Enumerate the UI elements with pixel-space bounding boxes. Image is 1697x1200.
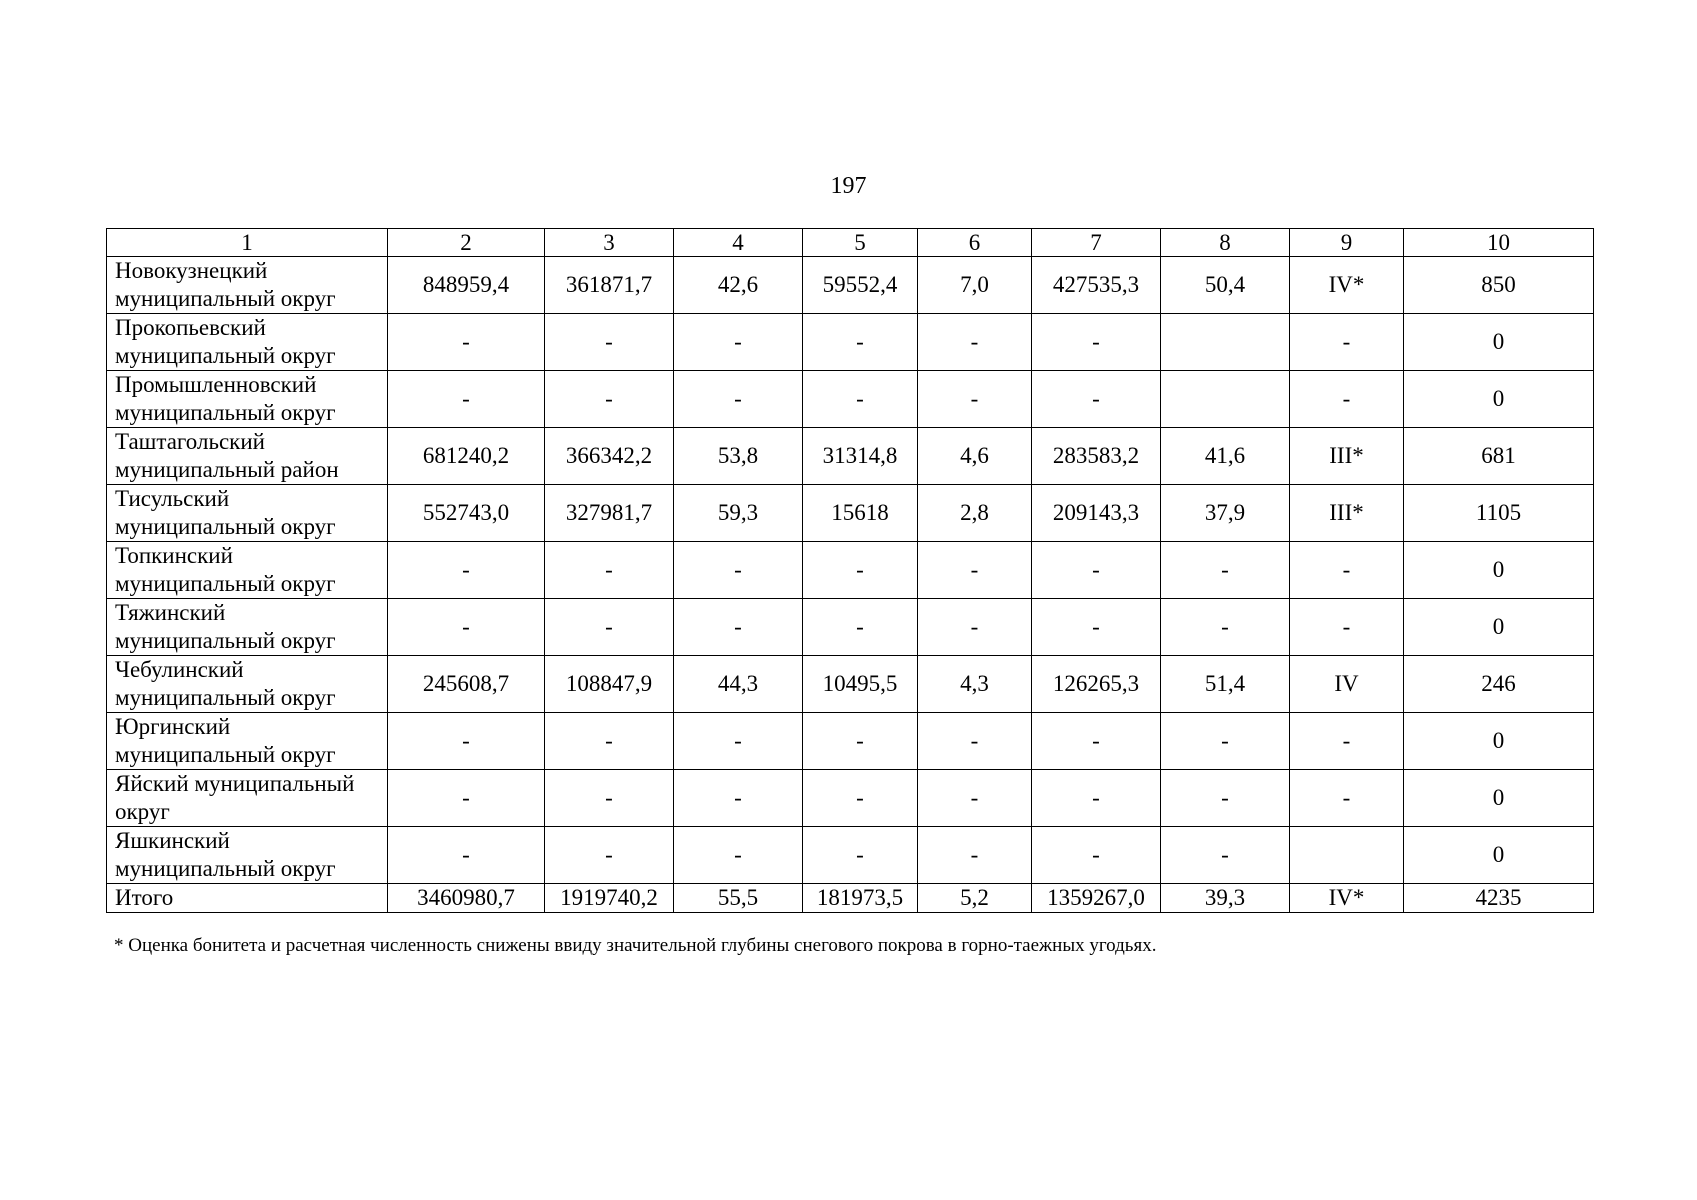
table-cell: - <box>388 713 545 770</box>
table-cell: 10495,5 <box>803 656 918 713</box>
table-cell: - <box>388 314 545 371</box>
table-row <box>107 599 1594 656</box>
table-cell: - <box>1032 770 1161 827</box>
table-cell: - <box>674 371 803 428</box>
table-cell: 0 <box>1404 599 1594 656</box>
table-cell: 427535,3 <box>1032 257 1161 314</box>
district-name-cell <box>107 257 388 314</box>
table-cell: - <box>1290 314 1404 371</box>
column-header: 8 <box>1161 229 1290 257</box>
table-cell: - <box>803 599 918 656</box>
table-cell: - <box>918 713 1032 770</box>
table-cell: - <box>545 827 674 884</box>
district-name-line: округ <box>115 799 170 824</box>
table-cell: - <box>545 770 674 827</box>
table-row <box>107 770 1594 827</box>
table-cell: 126265,3 <box>1032 656 1161 713</box>
table-row <box>107 656 1594 713</box>
data-table <box>106 228 1594 913</box>
district-name-line: Юргинский <box>115 714 231 739</box>
table-cell: 15618 <box>803 485 918 542</box>
district-name-cell <box>107 485 388 542</box>
footnote: * Оценка бонитета и расчетная численность снижены ввиду значительной глубины снегового покрова в горно-таежных угодьях. <box>114 935 1157 956</box>
table-cell: IV <box>1290 656 1404 713</box>
district-name-line: муниципальный округ <box>115 685 336 710</box>
district-name-cell <box>107 371 388 428</box>
table-row <box>107 485 1594 542</box>
table-cell: - <box>803 371 918 428</box>
table-cell: - <box>1290 770 1404 827</box>
table-cell: - <box>1290 713 1404 770</box>
table-cell: 681240,2 <box>388 428 545 485</box>
table-cell: 37,9 <box>1161 485 1290 542</box>
column-header: 6 <box>918 229 1032 257</box>
table-cell: 4,3 <box>918 656 1032 713</box>
total-label: Итого <box>107 884 388 913</box>
table-cell: 0 <box>1404 827 1594 884</box>
table-cell: - <box>803 770 918 827</box>
table-cell: 31314,8 <box>803 428 918 485</box>
total-cell: 181973,5 <box>803 884 918 913</box>
table-cell: - <box>803 713 918 770</box>
district-name-cell <box>107 542 388 599</box>
total-cell: 1359267,0 <box>1032 884 1161 913</box>
table-cell: - <box>545 371 674 428</box>
table-cell <box>1161 371 1290 428</box>
table-cell: - <box>388 599 545 656</box>
table-cell: - <box>674 314 803 371</box>
table-cell: - <box>388 371 545 428</box>
table-cell: - <box>918 599 1032 656</box>
table-cell: - <box>1290 542 1404 599</box>
table-cell: 0 <box>1404 770 1594 827</box>
table-row <box>107 827 1594 884</box>
table-cell: 42,6 <box>674 257 803 314</box>
table-cell: - <box>388 542 545 599</box>
total-cell: 4235 <box>1404 884 1594 913</box>
total-cell: 1919740,2 <box>545 884 674 913</box>
district-name-line: муниципальный округ <box>115 742 336 767</box>
table-cell: 53,8 <box>674 428 803 485</box>
table-cell: - <box>1032 713 1161 770</box>
district-name-line: муниципальный район <box>115 457 339 482</box>
table-cell <box>1161 314 1290 371</box>
table-cell: 245608,7 <box>388 656 545 713</box>
table-cell: 7,0 <box>918 257 1032 314</box>
table-cell: - <box>803 314 918 371</box>
table-row <box>107 314 1594 371</box>
column-header: 5 <box>803 229 918 257</box>
district-name-cell <box>107 314 388 371</box>
table-cell: - <box>1290 599 1404 656</box>
total-row <box>107 884 1594 913</box>
column-header: 9 <box>1290 229 1404 257</box>
table-row <box>107 371 1594 428</box>
district-name-cell <box>107 713 388 770</box>
column-header: 4 <box>674 229 803 257</box>
table-cell: 59,3 <box>674 485 803 542</box>
district-name-line: муниципальный округ <box>115 286 336 311</box>
total-cell: 55,5 <box>674 884 803 913</box>
column-header: 7 <box>1032 229 1161 257</box>
district-name-line: Таштагольский <box>115 429 265 454</box>
district-name-line: муниципальный округ <box>115 628 336 653</box>
table-cell: - <box>674 770 803 827</box>
district-name-line: Тяжинский <box>115 600 226 625</box>
total-cell: 3460980,7 <box>388 884 545 913</box>
total-cell: 39,3 <box>1161 884 1290 913</box>
table-cell: - <box>1161 599 1290 656</box>
table-cell: 50,4 <box>1161 257 1290 314</box>
table-cell: 41,6 <box>1161 428 1290 485</box>
table-cell: - <box>545 713 674 770</box>
table-cell: 552743,0 <box>388 485 545 542</box>
table-cell: 0 <box>1404 314 1594 371</box>
table-cell: 681 <box>1404 428 1594 485</box>
table-cell: - <box>1032 827 1161 884</box>
table-cell: - <box>545 599 674 656</box>
table-cell: - <box>803 827 918 884</box>
table-cell: 283583,2 <box>1032 428 1161 485</box>
table-cell: - <box>803 542 918 599</box>
column-header: 1 <box>107 229 388 257</box>
table-cell: 51,4 <box>1161 656 1290 713</box>
table-cell: 848959,4 <box>388 257 545 314</box>
district-name-line: Тисульский <box>115 486 230 511</box>
table-cell: - <box>388 770 545 827</box>
table-body <box>107 257 1594 884</box>
total-cell: IV* <box>1290 884 1404 913</box>
district-name-cell <box>107 428 388 485</box>
table-cell: - <box>1032 371 1161 428</box>
district-name-line: Яйский муниципальный <box>115 771 355 796</box>
district-name-line: Топкинский <box>115 543 233 568</box>
column-header: 2 <box>388 229 545 257</box>
table-cell: - <box>674 542 803 599</box>
table-cell: - <box>388 827 545 884</box>
table-cell: - <box>1290 371 1404 428</box>
district-name-line: муниципальный округ <box>115 400 336 425</box>
district-name-line: Прокопьевский <box>115 315 266 340</box>
table-cell: 108847,9 <box>545 656 674 713</box>
table-cell: 0 <box>1404 371 1594 428</box>
district-name-line: Новокузнецкий <box>115 258 268 283</box>
table-row <box>107 713 1594 770</box>
table-cell: - <box>674 827 803 884</box>
table-cell: - <box>918 314 1032 371</box>
table-cell: 0 <box>1404 713 1594 770</box>
table-cell: 1105 <box>1404 485 1594 542</box>
table-cell: - <box>918 542 1032 599</box>
district-name-cell <box>107 599 388 656</box>
table-cell: IV* <box>1290 257 1404 314</box>
table-cell: - <box>1161 827 1290 884</box>
table-cell: III* <box>1290 485 1404 542</box>
table-cell: - <box>918 770 1032 827</box>
table-cell: - <box>1161 542 1290 599</box>
district-name-line: Яшкинский <box>115 828 230 853</box>
district-name-line: муниципальный округ <box>115 571 336 596</box>
table-cell: - <box>1161 770 1290 827</box>
table-cell: - <box>545 314 674 371</box>
column-header: 10 <box>1404 229 1594 257</box>
column-header: 3 <box>545 229 674 257</box>
district-name-cell <box>107 770 388 827</box>
table-cell: III* <box>1290 428 1404 485</box>
table-cell: 361871,7 <box>545 257 674 314</box>
page-number: 197 <box>830 173 867 199</box>
table-cell: 366342,2 <box>545 428 674 485</box>
table-cell: 850 <box>1404 257 1594 314</box>
table-cell: - <box>1032 542 1161 599</box>
table-cell: 2,8 <box>918 485 1032 542</box>
table-cell: - <box>1032 314 1161 371</box>
table-cell: 246 <box>1404 656 1594 713</box>
district-name-line: муниципальный округ <box>115 856 336 881</box>
table-cell: - <box>545 542 674 599</box>
district-name-cell <box>107 656 388 713</box>
district-name-line: Чебулинский <box>115 657 244 682</box>
header-row <box>107 229 1594 257</box>
table-cell: 4,6 <box>918 428 1032 485</box>
table-row <box>107 542 1594 599</box>
table-cell: - <box>918 827 1032 884</box>
table-cell: - <box>918 371 1032 428</box>
table-cell: - <box>1161 713 1290 770</box>
table-cell <box>1290 827 1404 884</box>
table-row <box>107 257 1594 314</box>
table-cell: - <box>674 599 803 656</box>
district-name-cell <box>107 827 388 884</box>
table-cell: - <box>1032 599 1161 656</box>
table-cell: 59552,4 <box>803 257 918 314</box>
table-cell: 0 <box>1404 542 1594 599</box>
table-row <box>107 428 1594 485</box>
district-name-line: Промышленновский <box>115 372 317 397</box>
table-cell: 209143,3 <box>1032 485 1161 542</box>
district-name-line: муниципальный округ <box>115 514 336 539</box>
table-cell: - <box>674 713 803 770</box>
table-cell: 327981,7 <box>545 485 674 542</box>
total-cell: 5,2 <box>918 884 1032 913</box>
table-cell: 44,3 <box>674 656 803 713</box>
district-name-line: муниципальный округ <box>115 343 336 368</box>
